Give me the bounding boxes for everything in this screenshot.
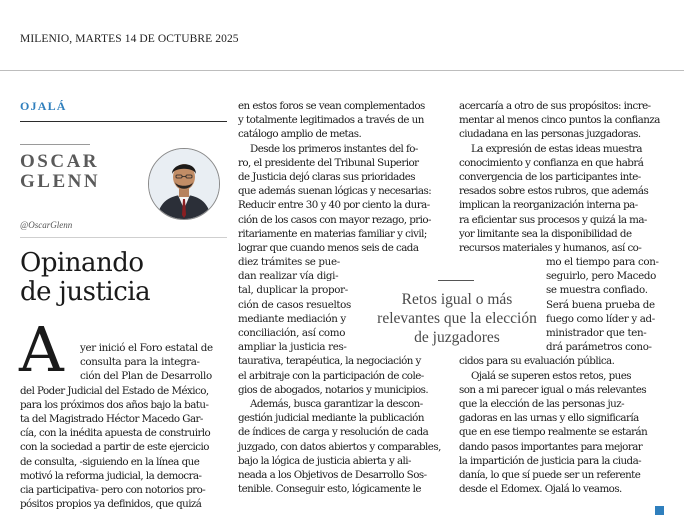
article-line: gios de abogados, notarios y municipios. (238, 383, 429, 396)
article-line: fuego como líder y ad- (546, 312, 655, 325)
article-line: la impartición de justicia para la ciuda- (459, 454, 642, 467)
article-line: motivó la reforma judicial, la democra- (20, 469, 202, 482)
article-line: cía, con la inédita apuesta de construirlo (20, 427, 211, 440)
article-line: de Justicia dejó claras sus prioridades (238, 170, 416, 183)
article-line: ción de los casos con mayor rezago, prio- (238, 213, 431, 226)
headline (20, 249, 230, 307)
article-line: lograr que cuando menos seis de cada (238, 241, 419, 254)
article-line: para los próximos dos años bajo la batu- (20, 398, 209, 411)
section-divider (20, 121, 227, 122)
article-line: bajo la lógica de justicia abierta y ali- (238, 454, 411, 467)
article-line: Será buena prueba de (546, 298, 655, 311)
article-line: convergencia de los participantes inte- (459, 170, 641, 183)
article-line: juzgado, con datos abiertos y comparables, (238, 440, 441, 453)
masthead-dateline: MILENIO, MARTES 14 DE OCTUBRE 2025 (20, 33, 239, 45)
article-line: yer inició el Foro estatal de (80, 342, 213, 354)
article-line: ampliar la justicia res- (238, 341, 347, 354)
article-line: ciudadana en las personas juzgadoras. (459, 128, 641, 141)
article-line: que la elección de las personas juz- (459, 397, 625, 410)
article-line: Reducir entre 30 y 40 por ciento la dura- (238, 199, 430, 212)
article-line: drá parámetros cono- (546, 341, 652, 354)
article-line: gestión judicial mediante la publicación (238, 412, 424, 425)
article-line: seguirlo, pero Macedo (546, 270, 656, 283)
article-line: ministrador que ten- (546, 327, 647, 339)
article-line: Además, busca garantizar la descon- (250, 397, 423, 410)
handle-divider (20, 237, 227, 238)
article-line: del Poder Judicial del Estado de México, (20, 384, 209, 397)
article-line: de índices de carga y resolución de cada (238, 426, 429, 439)
author-last-name: GLENN (20, 171, 101, 192)
article-line: gadoras en las urnas y ello significaría (459, 412, 639, 425)
article-line: mediante mediación y (238, 312, 346, 325)
article-line: son a mi parecer igual o más relevantes (459, 383, 647, 396)
article-line: dan realizar vía digi- (238, 270, 339, 283)
article-line: diez trámites se pue- (238, 256, 340, 269)
article-line: consulta para la integra- (80, 356, 200, 369)
article-line: catálogo amplio de metas. (238, 128, 362, 141)
article-line: con la sociedad a partir de este ejercicio (20, 441, 209, 454)
article-line: se muestra confiado. (546, 284, 648, 297)
article-line: conocimiento y confianza en que habrá (459, 156, 644, 169)
author-handle: @OscarGlenn (20, 220, 73, 230)
article-line: el arbitraje con la participación de cole- (238, 369, 424, 382)
article-line: tal, duplicar la propor- (238, 284, 348, 297)
article-line: en estos foros se vean complementados (238, 100, 425, 112)
article-line: yor limitante sea la disponibilidad de (459, 227, 632, 240)
header-divider (0, 70, 684, 71)
article-line: cidos para su evaluación pública. (459, 355, 615, 368)
article-line: resados sobre estos rubros, que además (459, 185, 649, 198)
article-line: ción del Plan de Desarrollo (80, 370, 212, 383)
article-line: y totalmente legitimados a través de un (238, 114, 424, 127)
article-line: ción de casos resueltos (238, 298, 351, 311)
article-line: ra eficientar sus procesos y quizá la ma- (459, 213, 647, 226)
article-line: pósitos propios ya definidos, que quizá (20, 498, 202, 511)
article-line: acercaría a otro de sus propósitos: incre- (459, 100, 651, 112)
article-line: Desde los primeros instantes del fo- (250, 142, 418, 155)
article-line: conciliación, así como (238, 327, 346, 339)
article-line: taurativa, terapéutica, la negociación y (238, 355, 421, 368)
end-of-article-mark (655, 506, 664, 515)
article-line: danía, lo que sí puede ser un referente (459, 468, 641, 481)
author-name (20, 152, 140, 192)
article-line: ro, el presidente del Tribunal Superior (238, 156, 419, 169)
article-line: dando pasos importantes para mejorar (459, 440, 643, 453)
portrait-illustration (149, 149, 219, 219)
author-first-name: OSCAR (20, 151, 100, 172)
headline-line-2: de justicia (20, 277, 151, 307)
article-line: desde el Edomex. Ojalá lo veamos. (459, 483, 622, 496)
article-line: que en ese tiempo realmente se estarán (459, 426, 648, 439)
section-label: OJALÁ (20, 99, 67, 113)
article-line: de consulta, -siguiendo en la línea que (20, 455, 200, 468)
article-line: neada a los Objetivos de Desarrollo Sos- (238, 468, 427, 481)
article-line: mo el tiempo para con- (546, 256, 659, 269)
author-rule (20, 144, 90, 145)
article-line: ta del Magistrado Héctor Macedo Gar- (20, 412, 203, 425)
headline-line-1: Opinando (20, 248, 144, 278)
article-line: tenible. Conseguir esto, lógicamente le (238, 483, 421, 496)
pull-quote: Retos igual o más relevantes que la elección de juzgadores (377, 291, 537, 346)
article-line: ritariamente en materias familiar y civil; (238, 227, 427, 240)
article-line: La expresión de estas ideas muestra (471, 142, 643, 155)
article-line: que además suenan lógicas y necesarias: (238, 185, 432, 198)
article-line: Ojalá se superen estos retos, pues (471, 369, 632, 382)
article-column-3 (459, 99, 664, 496)
article-line: mentar al menos cinco puntos la confianza (459, 114, 660, 127)
drop-cap: A (19, 313, 64, 386)
article-line: recursos materiales y humanos, así co- (459, 241, 642, 254)
article-line: implican la reorganización interna pa- (459, 199, 638, 212)
author-portrait (148, 148, 220, 220)
article-column-1 (20, 341, 235, 511)
article-line: cia participativa- pero con notorios pro- (20, 483, 206, 496)
